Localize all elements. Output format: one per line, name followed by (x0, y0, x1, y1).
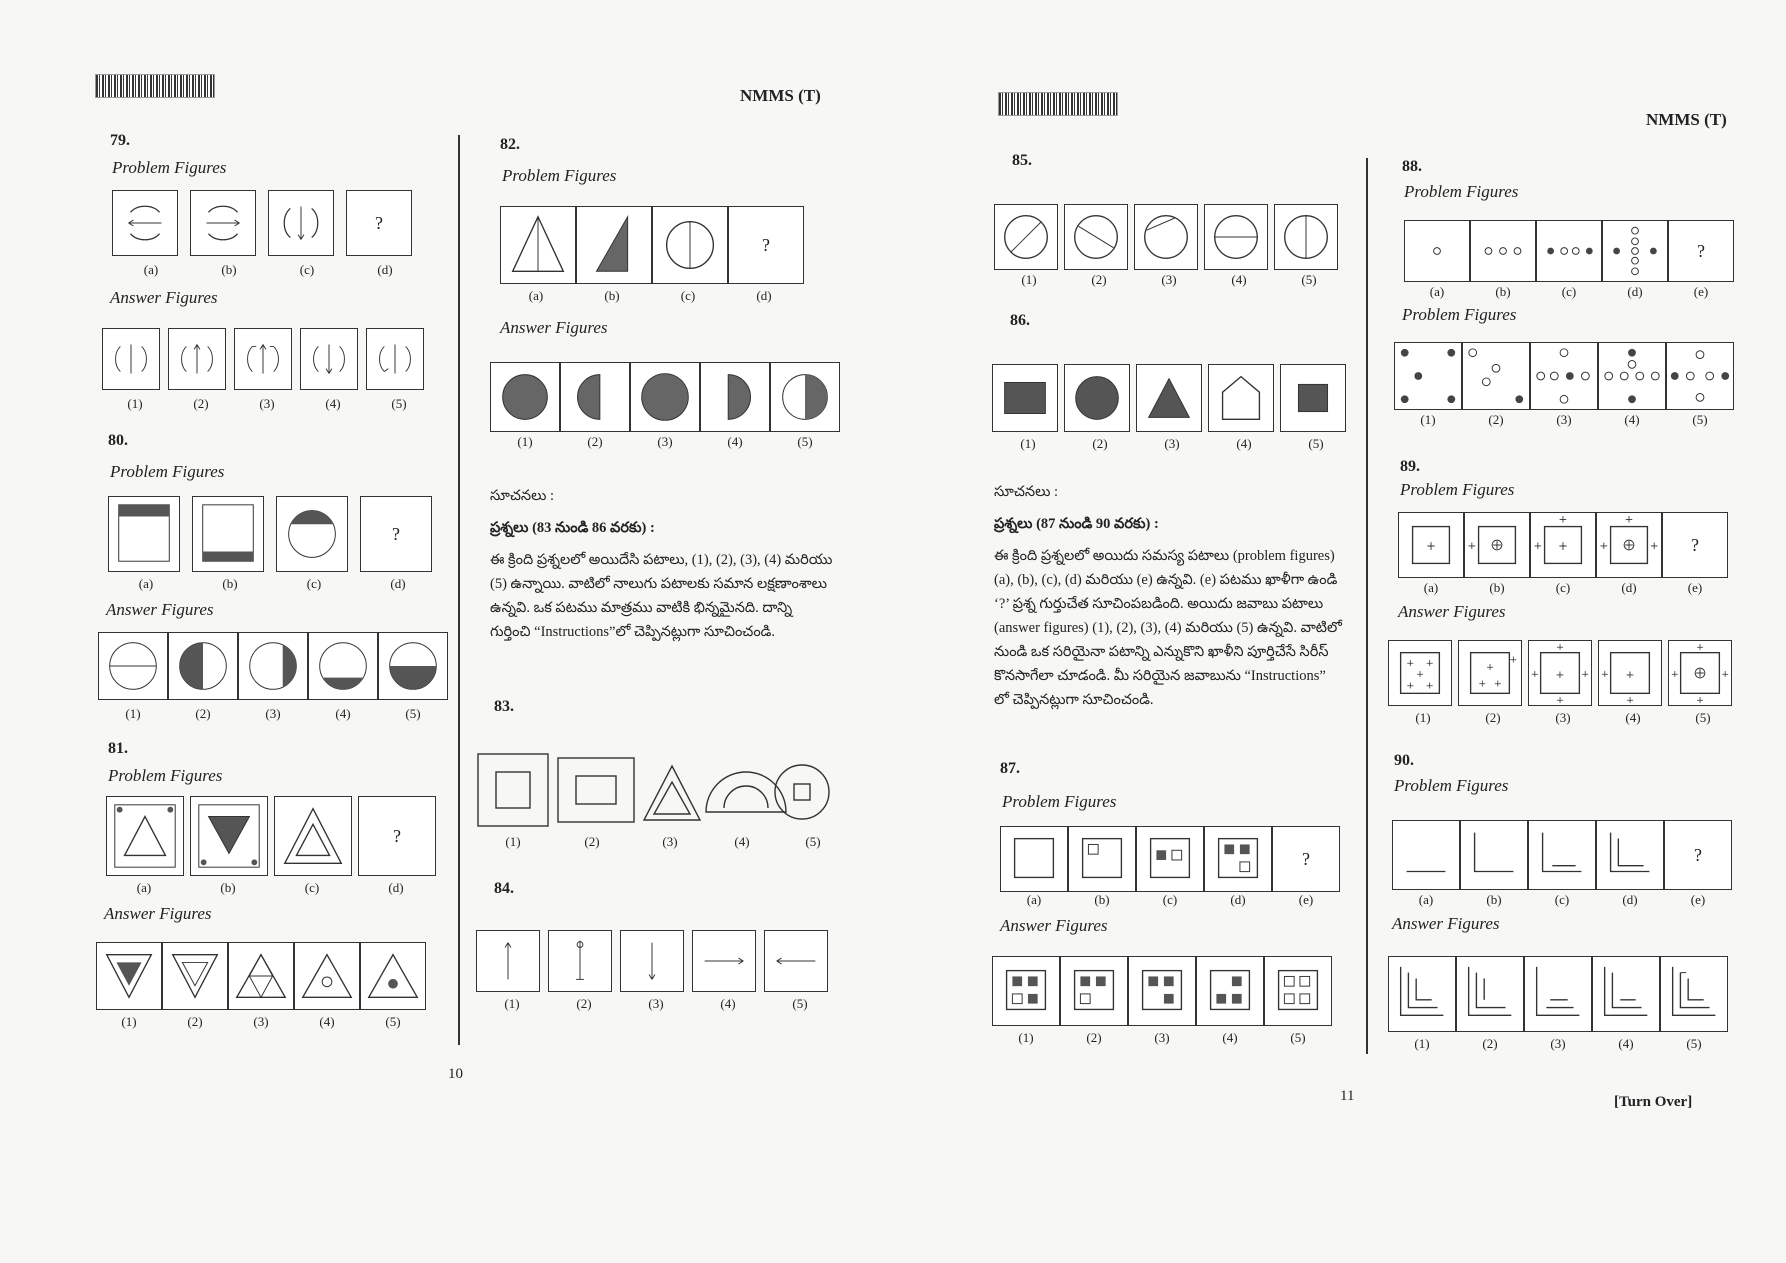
q84-figures (476, 930, 828, 992)
figure-d (1596, 820, 1664, 890)
svg-text:+: + (1478, 678, 1487, 690)
figure-b (1068, 826, 1136, 892)
q80-problem-captions: (a) (b) (c) (d) (138, 576, 406, 591)
instructions-subtitle: ప్రశ్నలు (83 నుండి 86 వరకు) : (490, 520, 655, 536)
figure-d (1602, 220, 1668, 282)
svg-text:+: + (1649, 538, 1659, 552)
problem-figures-label: Problem Figures (1002, 792, 1117, 811)
answer-4 (1208, 364, 1274, 432)
svg-text:+: + (1426, 538, 1436, 553)
answer-5 (770, 362, 840, 432)
figure-b (190, 796, 268, 876)
svg-text:+: + (1406, 680, 1415, 692)
q88-answer-captions: (1) (2) (3) (4) (5) (1420, 412, 1708, 427)
problem-figures-label: Problem Figures (1404, 182, 1519, 201)
page-number-left: 10 (448, 1066, 463, 1082)
barcode-right (998, 92, 1118, 116)
answer-4 (308, 632, 378, 700)
answer-5 (1274, 204, 1338, 270)
svg-text:+: + (1599, 538, 1609, 552)
figure-c (1530, 512, 1596, 578)
figure-a (106, 796, 184, 876)
answer-4 (1598, 640, 1662, 706)
question-number: 89. (1400, 458, 1420, 475)
figure-d-question: ? (728, 206, 804, 284)
answer-4 (1592, 956, 1660, 1032)
problem-figures-label: Problem Figures (1400, 480, 1515, 499)
answer-figures-label: Answer Figures (104, 904, 212, 923)
answer-5 (1666, 342, 1734, 410)
question-number: 82. (500, 136, 520, 153)
q87-answer-figures (992, 956, 1332, 1026)
svg-text:+: + (1555, 695, 1565, 705)
answer-1 (1388, 640, 1452, 706)
problem-figures-label: Problem Figures (1394, 776, 1509, 795)
answer-1 (476, 930, 540, 992)
answer-2 (1064, 204, 1128, 270)
figure-d (1596, 512, 1662, 578)
answer-4 (1196, 956, 1264, 1026)
q86-figures (992, 364, 1346, 432)
svg-text:+: + (1558, 538, 1568, 553)
question-number: 80. (108, 432, 128, 449)
problem-figures-label: Problem Figures (1402, 305, 1517, 324)
figure-a (1000, 826, 1068, 892)
q90-problem-figures (1392, 820, 1732, 890)
q81-problem-captions: (a) (b) (c) (d) (136, 880, 404, 895)
svg-text:+: + (1406, 658, 1415, 670)
question-number: 90. (1394, 752, 1414, 769)
q80-answer-captions: (1) (2) (3) (4) (5) (125, 706, 421, 721)
q85-captions: (1) (2) (3) (4) (5) (1021, 272, 1317, 287)
svg-text:+: + (1425, 680, 1434, 692)
question-number: 87. (1000, 760, 1020, 777)
q80-problem-figures (108, 496, 432, 572)
answer-1 (102, 328, 160, 390)
answer-4 (1204, 204, 1268, 270)
figure-c (268, 190, 334, 256)
q90-answer-captions: (1) (2) (3) (4) (5) (1414, 1036, 1702, 1051)
answer-4 (700, 362, 770, 432)
figure-b (1464, 512, 1530, 578)
q79-answer-figures (102, 328, 424, 390)
answer-5 (1280, 364, 1346, 432)
answer-figures-label: Answer Figures (106, 600, 214, 619)
q79-problem-figures (112, 190, 412, 256)
answer-4 (300, 328, 358, 390)
figure-c (1528, 820, 1596, 890)
answer-5 (366, 328, 424, 390)
q82-answer-captions: (1) (2) (3) (4) (5) (517, 434, 813, 449)
svg-text:+: + (1721, 668, 1730, 680)
figure-b (576, 206, 652, 284)
answer-3 (1134, 204, 1198, 270)
answer-5 (378, 632, 448, 700)
figure-e-question: ? (1664, 820, 1732, 890)
svg-text:+: + (1415, 668, 1425, 680)
answer-3 (228, 942, 294, 1010)
svg-text:+: + (1509, 654, 1518, 666)
q84-captions: (1) (2) (3) (4) (5) (504, 996, 808, 1011)
answer-3 (1528, 640, 1592, 706)
svg-text:+: + (1695, 641, 1705, 653)
answer-5 (1660, 956, 1728, 1032)
svg-text:+: + (1493, 678, 1502, 690)
answer-2 (162, 942, 228, 1010)
q86-captions: (1) (2) (3) (4) (5) (1020, 436, 1324, 451)
page-header-right: NMMS (T) (1646, 110, 1727, 129)
answer-figures-label: Answer Figures (1392, 914, 1500, 933)
figure-e-question: ? (1668, 220, 1734, 282)
svg-text:+: + (1425, 658, 1434, 670)
svg-text:+: + (1695, 695, 1705, 705)
answer-2 (168, 328, 226, 390)
problem-figures-label: Problem Figures (112, 158, 227, 177)
svg-text:+: + (1625, 695, 1635, 705)
q85-figures (994, 204, 1338, 270)
figure-b (192, 496, 264, 572)
answer-1 (96, 942, 162, 1010)
figure-a (112, 190, 178, 256)
figure-c (652, 206, 728, 284)
instructions-body: ఈ క్రింది ప్రశ్నలలో అయిదు సమస్య పటాలు (problem figures) (a), (b), (c), (d) మరియు (e) ఉన్నవి. (e) పటము ఖాళీగా ఉండి ‘?’ ప్రశ్న గుర్తుచేత సూచింపబడింది. అయిదు జవాబు పటాలు (answer figures) (1), (2), (3), (4) మరియు (5) ఉన్నవి. వాటిలో నుండి ఒక సరియైనా పటాన్ని ఎన్నుకొని ఖాళీని పూర్తిచేసే సిరీస్ కొనసాగేలా చూడండి. మీ సరియైన జవాబును “Instructions” లో చెప్పినట్లుగా సూచించండి. (994, 548, 1342, 708)
q82-answer-figures (490, 362, 840, 432)
answer-1 (1394, 342, 1462, 410)
answer-4 (692, 930, 756, 992)
q89-answer-figures (1388, 640, 1732, 706)
answer-3 (630, 362, 700, 432)
answer-3 (1530, 342, 1598, 410)
problem-figures-label: Problem Figures (110, 462, 225, 481)
q88-answer-figures (1394, 342, 1734, 410)
question-number: 84. (494, 880, 514, 897)
svg-text:+: + (1533, 538, 1543, 552)
q88-problem-figures (1404, 220, 1734, 282)
svg-text:+: + (1558, 513, 1568, 526)
figure-b (190, 190, 256, 256)
q83-captions: (1) (2) (3) (4) (5) (505, 834, 821, 849)
answer-1 (490, 362, 560, 432)
column-divider-right (1366, 158, 1368, 1054)
answer-1 (98, 632, 168, 700)
answer-5 (764, 930, 828, 992)
figure-d (1204, 826, 1272, 892)
answer-3 (1128, 956, 1196, 1026)
answer-2 (1064, 364, 1130, 432)
question-number: 88. (1402, 158, 1422, 175)
figure-d-question: ? (346, 190, 412, 256)
answer-2 (1458, 640, 1522, 706)
answer-3 (1524, 956, 1592, 1032)
figure-a (108, 496, 180, 572)
answer-5 (1264, 956, 1332, 1026)
svg-text:+: + (1625, 667, 1635, 681)
figure-a (1398, 512, 1464, 578)
q89-answer-captions: (1) (2) (3) (4) (5) (1415, 710, 1711, 725)
svg-text:+: + (1530, 668, 1539, 680)
figure-a (500, 206, 576, 284)
q88-problem-captions: (a) (b) (c) (d) (e) (1429, 284, 1709, 299)
right-page (900, 0, 1786, 1263)
figure-c (276, 496, 348, 572)
answer-figures-label: Answer Figures (1398, 602, 1506, 621)
figure-d-question: ? (360, 496, 432, 572)
answer-1 (994, 204, 1058, 270)
answer-2 (560, 362, 630, 432)
page-header-left: NMMS (T) (740, 86, 821, 105)
figure-d-question: ? (358, 796, 436, 876)
q89-problem-captions: (a) (b) (c) (d) (e) (1423, 580, 1703, 595)
figure-b (1460, 820, 1528, 890)
figure-c (1136, 826, 1204, 892)
q79-answer-captions: (1) (2) (3) (4) (5) (127, 396, 407, 411)
question-number: 81. (108, 740, 128, 757)
instructions-subtitle: ప్రశ్నలు (87 నుండి 90 వరకు) : (994, 516, 1159, 532)
question-number: 79. (110, 132, 130, 149)
q87-problem-figures (1000, 826, 1340, 892)
answer-1 (1388, 956, 1456, 1032)
q81-answer-figures (96, 942, 426, 1010)
answer-3 (234, 328, 292, 390)
instructions-body: ఈ క్రింది ప్రశ్నలలో అయిదేసి పటాలు, (1), (2), (3), (4) మరియు (5) ఉన్నాయి. వాటిలో నాలుగు పటాలకు సమాన లక్షణాంశాలు ఉన్నవి. ఒక పటము మాత్రము వాటికి భిన్నమైనది. దాన్ని గుర్తించి “Instructions”లో చెప్పినట్లుగా సూచించండి. (490, 552, 833, 640)
answer-3 (620, 930, 684, 992)
svg-text:+: + (1555, 641, 1565, 653)
answer-4 (1598, 342, 1666, 410)
answer-3 (1136, 364, 1202, 432)
q81-problem-figures (106, 796, 436, 876)
svg-text:+: + (1581, 668, 1590, 680)
answer-figures-label: Answer Figures (500, 318, 608, 337)
svg-text:+: + (1485, 662, 1495, 674)
figure-a (1404, 220, 1470, 282)
q90-answer-figures (1388, 956, 1728, 1032)
instructions-title: సూచనలు : (994, 484, 1059, 500)
answer-5 (360, 942, 426, 1010)
answer-1 (992, 956, 1060, 1026)
instructions-title: సూచనలు : (490, 488, 555, 504)
svg-text:+: + (1467, 538, 1477, 552)
question-number: 85. (1012, 152, 1032, 169)
q87-answer-captions: (1) (2) (3) (4) (5) (1018, 1030, 1306, 1045)
figure-c (274, 796, 352, 876)
figure-c (1536, 220, 1602, 282)
answer-2 (1456, 956, 1524, 1032)
question-number: 83. (494, 698, 514, 715)
page-number-right: 11 (1340, 1088, 1355, 1104)
q81-answer-captions: (1) (2) (3) (4) (5) (121, 1014, 401, 1029)
answer-2 (1462, 342, 1530, 410)
svg-text:+: + (1600, 668, 1609, 680)
svg-text:+: + (1670, 668, 1679, 680)
answer-4 (294, 942, 360, 1010)
svg-text:+: + (1624, 513, 1634, 526)
figure-e-question: ? (1272, 826, 1340, 892)
q89-problem-figures (1398, 512, 1728, 578)
answer-1 (992, 364, 1058, 432)
answer-2 (168, 632, 238, 700)
answer-figures-label: Answer Figures (1000, 916, 1108, 935)
figure-a (1392, 820, 1460, 890)
answer-5 (1668, 640, 1732, 706)
q87-problem-captions: (a) (b) (c) (d) (e) (1026, 892, 1314, 907)
q90-problem-captions: (a) (b) (c) (d) (e) (1418, 892, 1706, 907)
q80-answer-figures (98, 632, 448, 700)
q83-figures (476, 752, 836, 834)
problem-figures-label: Problem Figures (502, 166, 617, 185)
answer-figures-label: Answer Figures (110, 288, 218, 307)
problem-figures-label: Problem Figures (108, 766, 223, 785)
q82-problem-captions: (a) (b) (c) (d) (528, 288, 772, 303)
barcode-left (95, 74, 215, 98)
turn-over-footer: [Turn Over] (1614, 1094, 1693, 1110)
answer-3 (238, 632, 308, 700)
q82-problem-figures (500, 206, 804, 284)
answer-2 (548, 930, 612, 992)
column-divider-left (458, 135, 460, 1045)
figure-e-question: ? (1662, 512, 1728, 578)
question-number: 86. (1010, 312, 1030, 329)
q79-problem-captions: (a) (b) (c) (d) (143, 262, 393, 277)
svg-text:+: + (1555, 667, 1565, 681)
answer-2 (1060, 956, 1128, 1026)
figure-b (1470, 220, 1536, 282)
